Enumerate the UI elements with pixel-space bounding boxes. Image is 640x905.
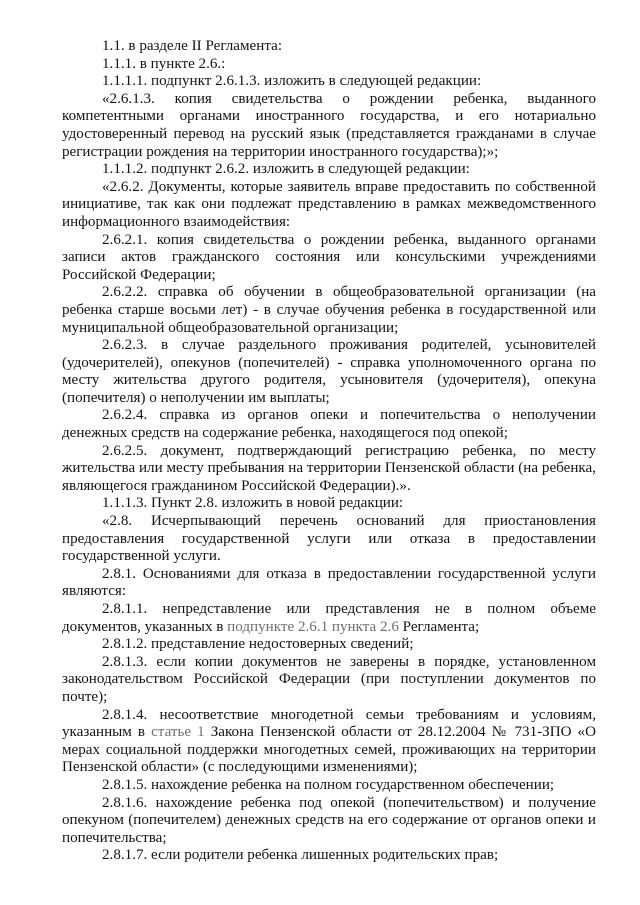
link-article-1[interactable]: статье 1	[151, 724, 205, 741]
paragraph-2-8-1-5: 2.8.1.5. нахождение ребенка на полном государственном обеспечении;	[102, 776, 555, 793]
paragraph-1-1-1-1: 1.1.1.1. подпункт 2.6.1.3. изложить в следующей редакции:	[102, 73, 482, 90]
paragraph-2-6-2-5: 2.6.2.5. документ, подтверждающий регистрацию ребенка, по месту жительства или месту пребывания на территории Пензенской области (на ребенка, являющегося гражданином Российской Федерации).».	[62, 442, 596, 494]
paragraph-1-1-1-3: 1.1.1.3. Пункт 2.8. изложить в новой редакции:	[102, 495, 404, 512]
link-subpoint-2-6-1[interactable]: подпункте 2.6.1 пункта 2.6	[227, 618, 399, 635]
paragraph-2-6-2-1: 2.6.2.1. копия свидетельства о рождении ребенка, выданного органами записи актов гражданского состояния или консульскими учреждениями Российской Федерации;	[62, 231, 596, 283]
paragraph-2-6-2-2: 2.6.2.2. справка об обучении в общеобразовательной организации (на ребенка старше восьми лет) - в случае обучения ребенка в государственной или муниципальной общеобразовательной организации;	[62, 284, 596, 336]
paragraph-2-8-1-4-text: 2.8.1.4. несоответствие многодетной семьи требованиям и условиям, указанным в	[62, 706, 596, 741]
paragraph-2-8-1-1-text: 2.8.1.1. непредставление или представления не в полном объеме документов, указанных в	[62, 601, 596, 635]
paragraph-2-8-1-2: 2.8.1.2. представление недостоверных сведений;	[102, 636, 414, 653]
paragraph-1-1-1-2: 1.1.1.2. подпункт 2.6.2. изложить в следующей редакции:	[102, 161, 470, 178]
paragraph-2-6-1-3: «2.6.1.3. копия свидетельства о рождении ребенка, выданного компетентными органами иностранного государства, и его нотариально удостоверенный перевод на русский язык (представляется гражданами в случае регистрации рождения на территории иностранного государства);»;	[62, 90, 596, 160]
paragraph-2-6-2-3: 2.6.2.3. в случае раздельного проживания родителей, усыновителей (удочерителей), опекунов (попечителей) - справка уполномоченного органа по месту жительства другого родителя, усыновителя (удочерителя), опекуна (попечителя) о неполучении им выплаты;	[62, 337, 596, 406]
paragraph-2-8-1-3: 2.8.1.3. если копии документов не заверены в порядке, установленном законодательством Российской Федерации (при поступлении документов по почте);	[62, 653, 596, 705]
paragraph-2-8-1-6: 2.8.1.6. нахождение ребенка под опекой (попечительством) и получение опекуном (попечителем) денежных средств на его содержание от органов опеки и попечительства;	[62, 794, 596, 846]
paragraph-2-8-1-4	[62, 707, 596, 777]
paragraph-2-6-2-4: 2.6.2.4. справка из органов опеки и попечительства о неполучении денежных средств на содержание ребенка, находящегося под опекой;	[62, 407, 596, 442]
paragraph-2-6-2: «2.6.2. Документы, которые заявитель вправе предоставить по собственной инициативе, так как они подлежат представлению в рамках межведомственного информационного взаимодействия:	[62, 178, 596, 230]
paragraph-2-8-1-4-tail: Закона Пензенской области от 28.12.2004 № 731-ЗПО «О мерах социальной поддержки многодетных семей, проживающих на территории Пензенской области» (с последующими изменениями);	[62, 724, 596, 776]
paragraph-1-1-1: 1.1.1. в пункте 2.6.:	[102, 55, 226, 72]
paragraph-2-8-1-1-tail: Регламента;	[398, 618, 480, 635]
paragraph-2-8-1-7: 2.8.1.7. если родители ребенка лишенных родительских прав;	[102, 847, 499, 864]
paragraph-1-1: 1.1. в разделе II Регламента:	[102, 38, 283, 54]
paragraph-2-8: «2.8. Исчерпывающий перечень оснований для приостановления предоставления государственной услуги или отказа в предоставлении государственной услуги.	[62, 513, 596, 565]
paragraph-2-8-1: 2.8.1. Основаниями для отказа в предоставлении государственной услуги являются:	[62, 565, 596, 600]
paragraph-2-8-1-1	[62, 601, 596, 636]
